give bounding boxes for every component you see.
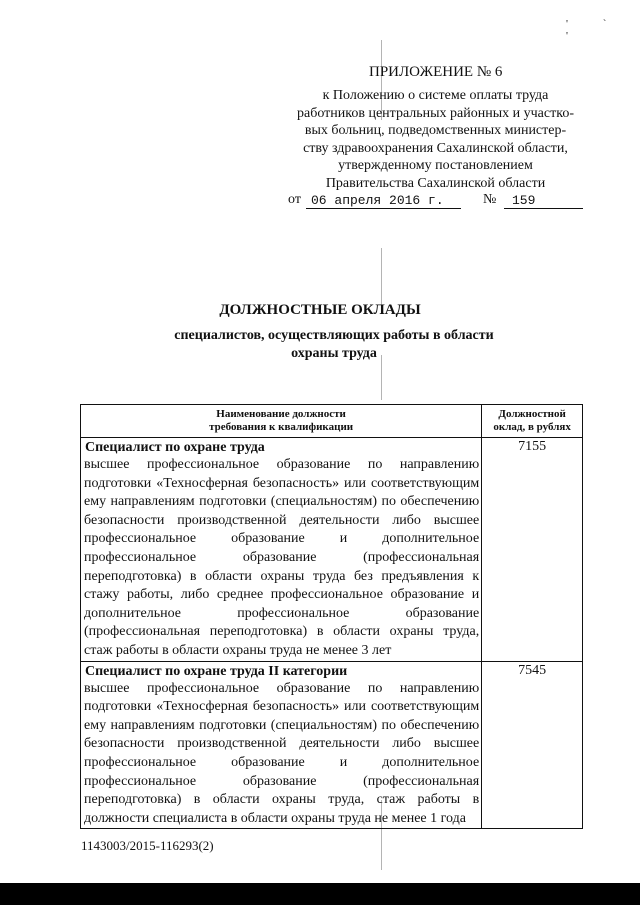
appendix-line: к Положению о системе оплаты труда — [322, 88, 549, 103]
document-subtitle — [135, 327, 533, 363]
position-requirements: высшее профессиональное образование по направлению подготовки «Техносферная безопасность» или соответствующим ему направлениям подготовки (специальностям) по обеспечению безопасности производственной деятельности либо высшее профессиональное образование и дополнительное профессиональное образование (профессиональная переподготовка) в области охраны труда без предъявления к стажу работы, либо среднее профессиональное образование и дополнительное профессиональное образование (профессиональная переподготовка) в области охраны труда, стаж работы в области охраны труда не менее 3 лет — [84, 457, 480, 658]
position-title: Специалист по охране труда II категории — [85, 663, 348, 679]
appendix-line: утвержденному постановлением — [338, 158, 533, 173]
header-text: Наименование должности — [216, 408, 346, 420]
appendix-reference — [287, 87, 584, 192]
header-text: требования к квалификации — [209, 421, 354, 433]
table-row — [81, 661, 583, 829]
position-requirements: высшее профессиональное образование по направлению подготовки «Техносферная безопасность» или соответствующим ему направлениям подготовки (специальностям) по обеспечению безопасности производственной деятельности либо высшее профессиональное образование и дополнительное профессиональное образование (профессиональная переподготовка) в области охраны труда, стаж работы в должности специалиста в области охраны труда не менее 1 года — [84, 680, 480, 826]
header-salary — [482, 405, 583, 438]
position-title: Специалист по охране труда — [85, 440, 265, 455]
header-text: оклад, в рублях — [493, 421, 571, 433]
approval-number: 159 — [512, 193, 536, 208]
scan-marks: ' ` ' — [566, 18, 623, 42]
appendix-line: вых больниц, подведомственных министер- — [304, 123, 567, 138]
header-position-name — [81, 405, 482, 438]
subtitle-line: специалистов, осуществляющих работы в области — [174, 328, 494, 343]
number-prefix: № — [483, 192, 497, 207]
appendix-title: ПРИЛОЖЕНИЕ № 6 — [369, 64, 503, 80]
approval-date: 06 апреля 2016 г. — [311, 193, 444, 208]
appendix-line: работников центральных районных и участко- — [297, 105, 574, 121]
table-header-row — [81, 405, 583, 438]
scan-line — [381, 248, 382, 308]
subtitle-line: охраны труда — [291, 346, 377, 361]
salary-cell — [482, 438, 583, 662]
position-cell — [81, 438, 482, 662]
salary-value: 7545 — [518, 662, 547, 678]
scan-border — [0, 883, 640, 905]
appendix-line: Правительства Сахалинской области — [325, 175, 546, 191]
document-code: 1143003/2015-116293(2) — [81, 838, 214, 853]
position-cell — [81, 661, 482, 829]
document-title: ДОЛЖНОСТНЫЕ ОКЛАДЫ — [219, 302, 421, 318]
table-row — [81, 438, 583, 662]
appendix-line: ству здравоохранения Сахалинской области, — [303, 140, 568, 156]
salary-value: 7155 — [518, 439, 547, 454]
salary-cell — [482, 661, 583, 829]
header-text: Должностной — [498, 408, 566, 420]
salary-table — [80, 404, 583, 829]
date-prefix: от — [288, 192, 301, 207]
